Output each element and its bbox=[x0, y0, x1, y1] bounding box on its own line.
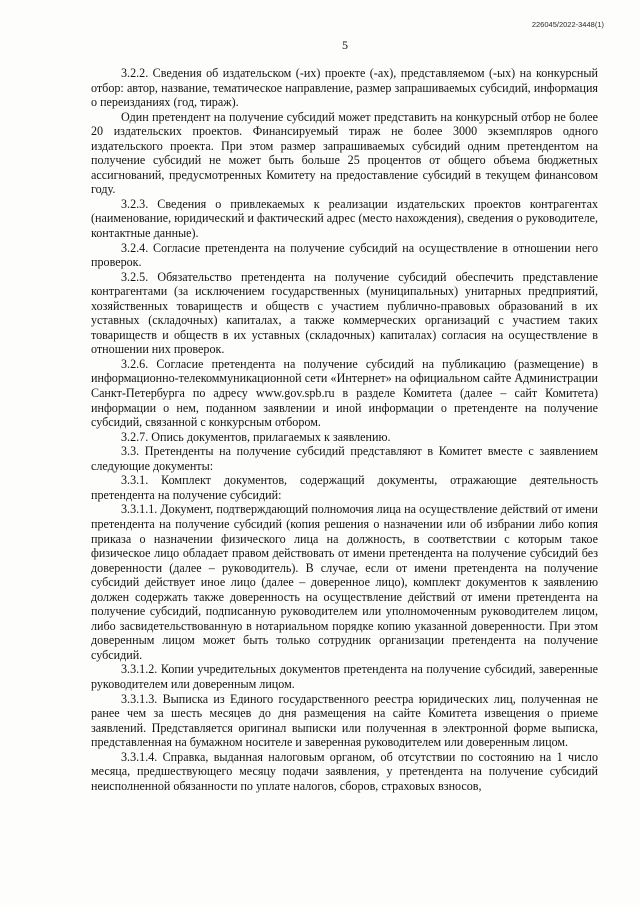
page-number: 5 bbox=[342, 38, 348, 52]
paragraph-3-3-1-3: 3.3.1.3. Выписка из Единого государственного реестра юридических лиц, полученная не ранее чем за шесть месяцев до дня размещения на сайте Комитета извещения о приеме заявлений. Представляется оригинал выписки или полученная в электронной форме выписка, представленная на бумажном носителе и заверенная руководителем или доверенным лицом. bbox=[91, 691, 598, 750]
paragraph-projects-limit: Один претендент на получение субсидий может представить на конкурсный отбор не более 20 издательских проектов. Финансируемый тираж не более 3000 экземпляров одного издательского проекта. При этом размер запрашиваемых субсидий одним претендентом на получение субсидий не может быть больше 25 процентов от общего объема бюджетных ассигнований, предусмотренных Комитету на предоставление субсидий в текущем финансовом году. bbox=[91, 109, 598, 197]
paragraph-3-3-1: 3.3.1. Комплект документов, содержащий документы, отражающие деятельность претендента на получение субсидий: bbox=[91, 473, 598, 502]
paragraph-3-3-1-1: 3.3.1.1. Документ, подтверждающий полномочия лица на осуществление действий от имени претендента на получение субсидий (копия решения о назначении или об избрании либо копия приказа о назначении физического лица на должность, в соответствии с которым такое физическое лицо обладает правом действовать от имени претендента на получение субсидий без доверенности (далее – руководитель). В случае, если от имени претендента на получение субсидий действует иное лицо (далее – доверенное лицо), комплект документов к заявлению должен содержать также доверенность на осуществление действий от имени претендента на получение субсидий, подписанную руководителем или уполномоченным руководителем лицом, либо засвидетельствованную в нотариальном порядке копию указанной доверенности. При этом доверенным лицом может быть только сотрудник организации претендента на получение субсидий. bbox=[91, 502, 598, 662]
paragraph-3-3-1-4: 3.3.1.4. Справка, выданная налоговым органом, об отсутствии по состоянию на 1 число месяца, предшествующего месяцу подачи заявления, у претендента на получение субсидий неисполненной обязанности по уплате налогов, сборов, страховых взносов, bbox=[91, 749, 598, 793]
document-body bbox=[91, 66, 598, 793]
paragraph-3-2-4: 3.2.4. Согласие претендента на получение субсидий на осуществление в отношении него проверок. bbox=[91, 240, 598, 270]
paragraph-3-2-7: 3.2.7. Опись документов, прилагаемых к заявлению. bbox=[121, 429, 391, 444]
document-registration-number: 226045/2022-3448(1) bbox=[531, 20, 604, 29]
paragraph-3-3: 3.3. Претенденты на получение субсидий представляют в Комитет вместе с заявлением следующие документы: bbox=[91, 444, 598, 473]
paragraph-3-2-3: 3.2.3. Сведения о привлекаемых к реализации издательских проектов контрагентах (наименование, юридический и фактический адрес (место нахождения), сведения о руководителе, контактные данные). bbox=[91, 196, 598, 241]
paragraph-3-3-1-2: 3.3.1.2. Копии учредительных документов претендента на получение субсидий, заверенные руководителем или доверенным лицом. bbox=[91, 662, 598, 691]
paragraph-3-2-5: 3.2.5. Обязательство претендента на получение субсидий обеспечить представление контрагентами (за исключением государственных (муниципальных) унитарных предприятий, хозяйственных товариществ и обществ с участием публично-правовых образований в их уставных (складочных) капиталах, а также коммерческих организаций с участием таких товариществ и обществ в их уставных (складочных) капиталах) согласия на осуществление в отношении них проверок. bbox=[91, 269, 598, 357]
paragraph-3-2-6: 3.2.6. Согласие претендента на получение субсидий на публикацию (размещение) в информационно-телекоммуникационной сети «Интернет» на официальном сайте Администрации Санкт-Петербурга по адресу www.gov.spb.ru в разделе Комитета (далее – сайт Комитета) информации о нем, поданном заявлении и иной информации о претенденте на получение субсидий, связанной с конкурсным отбором. bbox=[91, 356, 598, 430]
paragraph-3-2-2: 3.2.2. Сведения об издательском (-их) проекте (-ах), представляемом (-ых) на конкурсный отбор: автор, название, тематическое направление, размер запрашиваемых субсидий, информация о переизданиях (год, тираж). bbox=[91, 66, 598, 110]
